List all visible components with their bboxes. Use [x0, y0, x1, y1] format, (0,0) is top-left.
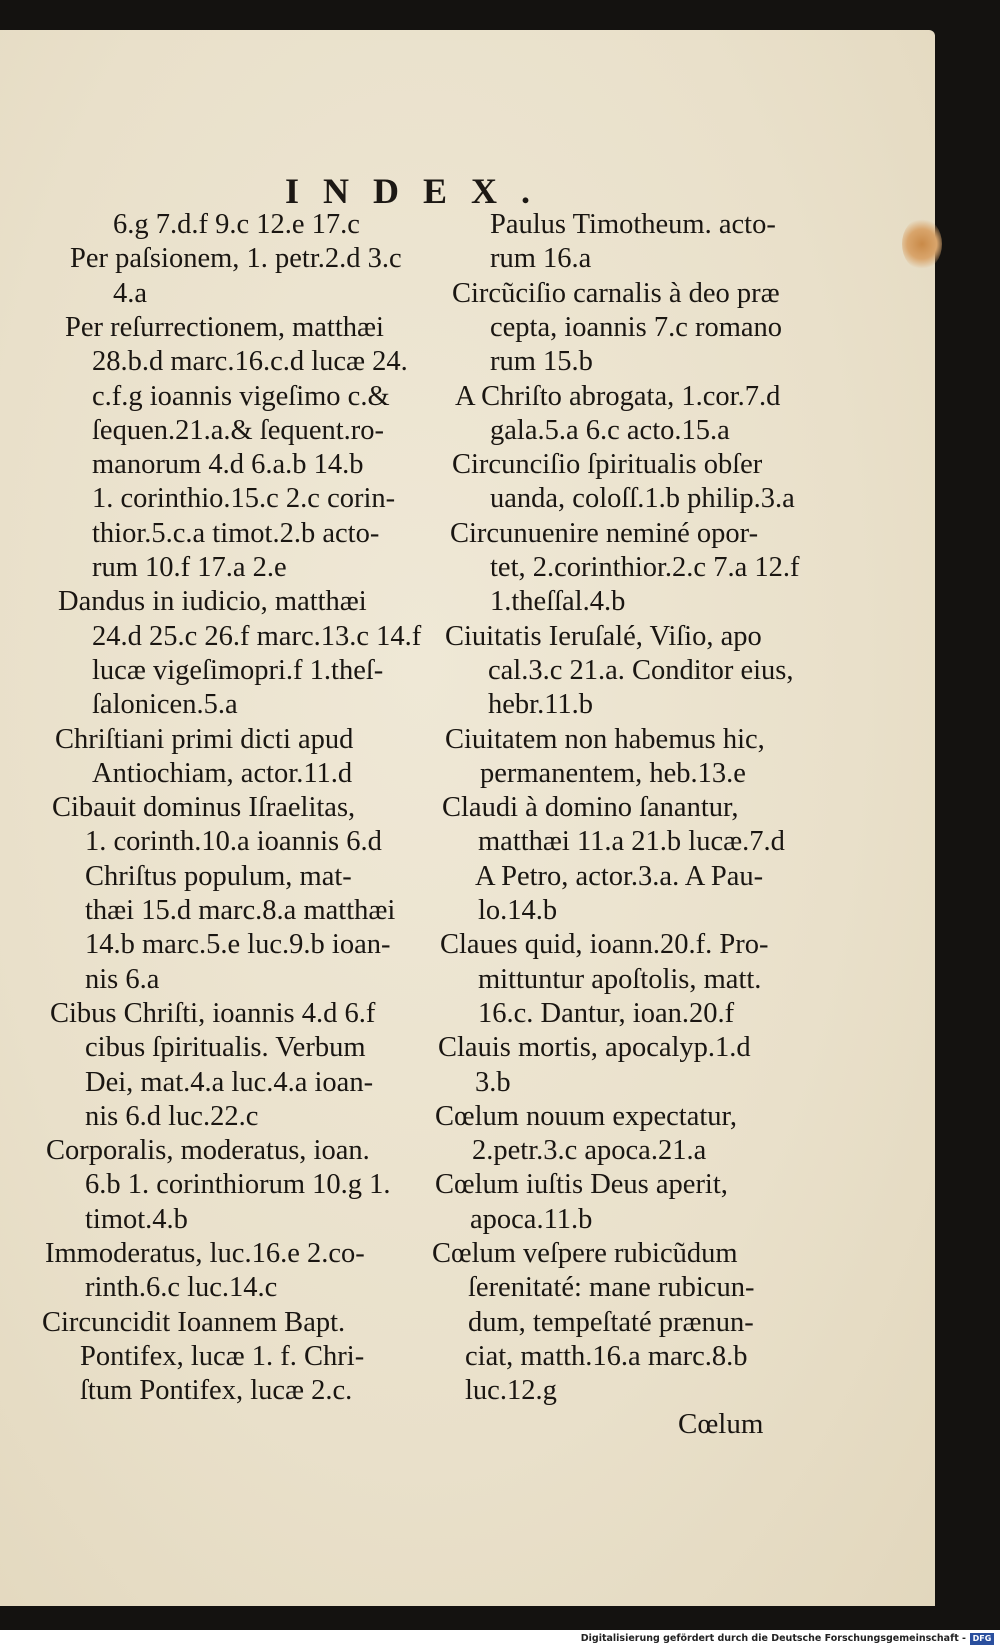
left-column-line: Circuncidit Ioannem Bapt. — [42, 1306, 346, 1338]
right-column-line: Ciuitatis Ieruſalé, Viſio, apo — [445, 620, 762, 652]
left-column-line: Per reſurrectionem, matthæi — [65, 311, 384, 343]
left-column-line: Dei, mat.4.a luc.4.a ioan- — [85, 1066, 374, 1098]
left-column-line: nis 6.a — [85, 963, 160, 995]
right-column-line: 16.c. Dantur, ioan.20.f — [478, 997, 735, 1029]
left-column-line: rum 10.f 17.a 2.e — [92, 552, 287, 583]
left-column-line: Immoderatus, luc.16.e 2.co- — [45, 1238, 365, 1269]
right-column-line: matthæi 11.a 21.b lucæ.7.d — [478, 826, 785, 858]
right-column-line: gala.5.a 6.c acto.15.a — [490, 414, 730, 446]
right-column-line: Cœlum nouum expectatur, — [435, 1100, 738, 1132]
right-column-line: Circunciſio ſpiritualis obſer — [452, 449, 763, 481]
right-column-line: permanentem, heb.13.e — [480, 757, 746, 789]
left-column-line: lucæ vigeſimopri.f 1.theſ- — [92, 654, 384, 686]
left-column-line: ſalonicen.5.a — [92, 689, 238, 721]
left-column-line: Cibus Chriſti, ioannis 4.d 6.f — [50, 997, 376, 1029]
left-column-line: timot.4.b — [85, 1203, 188, 1235]
right-column-line: Ciuitatem non habemus hic, — [445, 723, 765, 755]
right-column-line: Claues quid, ioann.20.f. Pro- — [440, 929, 769, 961]
left-column-line: ſequen.21.a.& ſequent.ro- — [92, 414, 385, 446]
right-column-line: ciat, matth.16.a marc.8.b — [465, 1340, 748, 1372]
running-head: INDEX. — [285, 171, 555, 211]
dfg-logo: DFG — [970, 1633, 994, 1645]
left-column-line: Cibauit dominus Iſraelitas, — [52, 792, 356, 824]
book-page — [0, 30, 935, 1606]
left-column-line: 4.a — [113, 277, 148, 309]
left-column-line: Antiochiam, actor.11.d — [92, 757, 353, 789]
left-column-line: thior.5.c.a timot.2.b acto- — [92, 517, 380, 549]
right-column-line: rum 16.a — [490, 243, 592, 275]
right-column-line: 3.b — [475, 1066, 511, 1098]
left-column-line: 24.d 25.c 26.f marc.13.c 14.f — [92, 620, 422, 652]
right-column-line: 1.theſſal.4.b — [490, 586, 626, 618]
left-column-line: 1. corinth.10.a ioannis 6.d — [85, 826, 382, 858]
left-column-line: Dandus in iudicio, matthæi — [58, 586, 367, 618]
left-column-line: rinth.6.c luc.14.c — [85, 1272, 278, 1304]
right-column-line: 2.petr.3.c apoca.21.a — [472, 1135, 707, 1167]
right-column-line: Cœlum iuſtis Deus aperit, — [435, 1169, 728, 1201]
right-column-line: ſerenitaté: mane rubicun- — [468, 1272, 755, 1304]
left-column-line: Per paſsionem, 1. petr.2.d 3.c — [70, 243, 402, 275]
right-column-line: A Chriſto abrogata, 1.cor.7.d — [455, 380, 781, 412]
right-column-line: Paulus Timotheum. acto- — [490, 209, 776, 240]
right-column-line: luc.12.g — [465, 1375, 557, 1407]
left-column-line: 6.b 1. corinthiorum 10.g 1. — [85, 1169, 391, 1201]
right-column-line: tet, 2.corinthior.2.c 7.a 12.f — [490, 552, 800, 583]
right-column-line: Circũciſio carnalis à deo præ — [452, 277, 780, 309]
left-column-line: Corporalis, moderatus, ioan. — [46, 1135, 370, 1167]
left-column-line: Chriſtiani primi dicti apud — [55, 723, 354, 755]
right-column-line: mittuntur apoſtolis, matt. — [478, 963, 762, 995]
right-column-line: dum, tempeſtaté prænun- — [468, 1306, 754, 1338]
right-column-line: Circunuenire neminé opor- — [450, 517, 759, 549]
left-column-line: 6.g 7.d.f 9.c 12.e 17.c — [113, 209, 360, 240]
right-column-line: Claudi à domino ſanantur, — [442, 792, 739, 824]
right-column-line: uanda, coloſſ.1.b philip.3.a — [490, 483, 795, 515]
left-column-line: 28.b.d marc.16.c.d lucæ 24. — [92, 346, 408, 378]
right-column-line: apoca.11.b — [470, 1203, 593, 1235]
right-column-line: cepta, ioannis 7.c romano — [490, 311, 783, 343]
left-column-line: ſtum Pontifex, lucæ 2.c. — [80, 1375, 353, 1407]
left-column-line: 14.b marc.5.e luc.9.b ioan- — [85, 929, 391, 961]
right-column-line: Cœlum veſpere rubicũdum — [432, 1238, 738, 1269]
left-column-line: nis 6.d luc.22.c — [85, 1100, 259, 1132]
left-column-line: manorum 4.d 6.a.b 14.b — [92, 449, 364, 481]
left-column-line: c.f.g ioannis vigeſimo c.& — [92, 380, 390, 412]
left-column-line: Chriſtus populum, mat- — [85, 860, 352, 892]
left-column-line: 1. corinthio.15.c 2.c corin- — [92, 483, 396, 515]
right-column-line: Clauis mortis, apocalyp.1.d — [438, 1032, 751, 1064]
right-column-line: lo.14.b — [478, 895, 558, 926]
catchword: Cœlum — [678, 1408, 764, 1440]
left-column-line: thæi 15.d marc.8.a matthæi — [85, 895, 396, 926]
page-stain — [902, 218, 942, 270]
right-column-line: cal.3.c 21.a. Conditor eius, — [488, 654, 794, 686]
footer-credit: Digitalisierung gefördert durch die Deutsche Forschungsgemeinschaft - — [580, 1633, 966, 1644]
left-column-line: cibus ſpiritualis. Verbum — [85, 1032, 366, 1064]
left-column-line: Pontifex, lucæ 1. f. Chri- — [80, 1340, 365, 1372]
right-column-line: A Petro, actor.3.a. A Pau- — [475, 860, 764, 892]
right-column-line: rum 15.b — [490, 346, 593, 378]
right-column-line: hebr.11.b — [488, 689, 594, 721]
